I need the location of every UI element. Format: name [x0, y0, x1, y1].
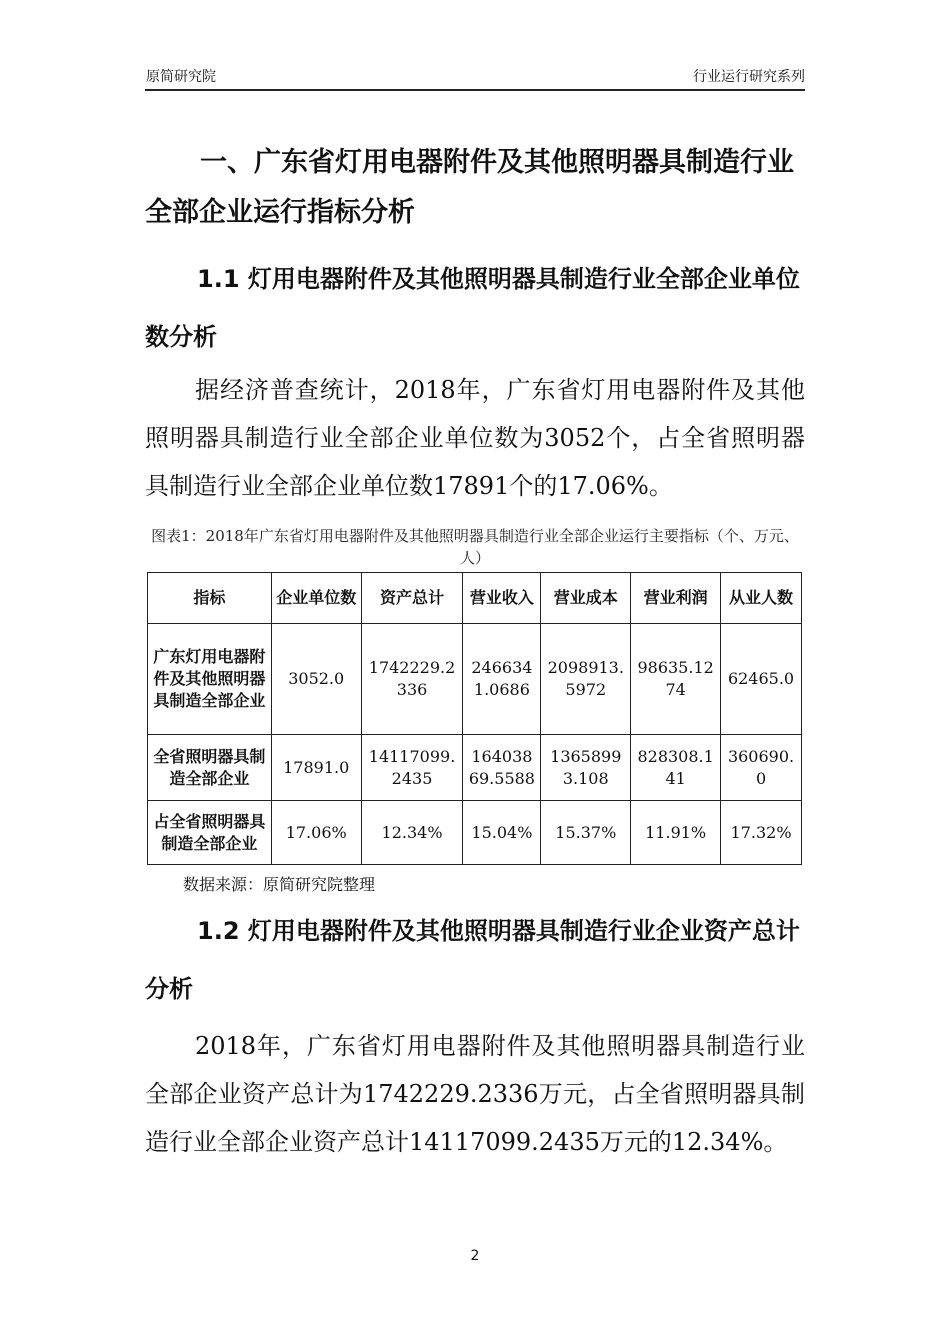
table-cell: 11.91%: [631, 801, 721, 865]
table-header: 指标: [148, 573, 272, 624]
table-cell: 13658993.108: [541, 735, 631, 801]
table-cell: 2466341.0686: [463, 624, 541, 735]
table-row: [148, 801, 802, 865]
table-row: [148, 735, 802, 801]
table-cell: 828308.141: [631, 735, 721, 801]
section-title: 一、广东省灯用电器附件及其他照明器具制造行业全部企业运行指标分析: [145, 147, 794, 228]
table-cell: 62465.0: [721, 624, 802, 735]
table-cell: 1742229.2336: [361, 624, 463, 735]
table-cell: 15.04%: [463, 801, 541, 865]
table-cell: 14117099.2435: [361, 735, 463, 801]
table-header: 从业人数: [721, 573, 802, 624]
table-source: 数据来源：原简研究院整理: [183, 875, 376, 894]
table-cell: 2098913.5972: [541, 624, 631, 735]
table-cell: 17891.0: [271, 735, 361, 801]
table-cell: 17.06%: [271, 801, 361, 865]
header-right: 行业运行研究系列: [693, 69, 805, 85]
page-number: 2: [470, 1248, 480, 1264]
header-left: 原简研究院: [146, 69, 216, 85]
row-label: 广东灯用电器附件及其他照明器具制造全部企业: [148, 624, 272, 735]
row-label: 占全省照明器具制造全部企业: [148, 801, 272, 865]
table-cell: 12.34%: [361, 801, 463, 865]
table-cell: 360690.0: [721, 735, 802, 801]
table-header-row: [148, 573, 802, 624]
table-row: [148, 624, 802, 735]
indicator-table: [147, 572, 802, 865]
table-cell: 98635.1274: [631, 624, 721, 735]
table-cell: 15.37%: [541, 801, 631, 865]
table-header: 资产总计: [361, 573, 463, 624]
table-cell: 16403869.5588: [463, 735, 541, 801]
table-header: 营业成本: [541, 573, 631, 624]
subsection-title-1: 1.1 灯用电器附件及其他照明器具制造行业全部企业单位数分析: [145, 265, 800, 351]
header-divider: [145, 89, 805, 91]
table-header: 营业收入: [463, 573, 541, 624]
row-label: 全省照明器具制造全部企业: [148, 735, 272, 801]
table-header: 企业单位数: [271, 573, 361, 624]
paragraph-1: 据经济普查统计，2018年，广东省灯用电器附件及其他照明器具制造行业全部企业单位数为3052个，占全省照明器具制造行业全部企业单位数17891个的17.06%。: [145, 376, 805, 500]
table-caption: 图表1：2018年广东省灯用电器附件及其他照明器具制造行业全部企业运行主要指标（个、万元、人）: [151, 527, 799, 567]
subsection-title-2: 1.2 灯用电器附件及其他照明器具制造行业企业资产总计分析: [145, 917, 800, 1003]
paragraph-2: 2018年，广东省灯用电器附件及其他照明器具制造行业全部企业资产总计为1742229.2336万元，占全省照明器具制造行业全部企业资产总计14117099.2435万元的12.34%。: [145, 1032, 805, 1156]
table-cell: 3052.0: [271, 624, 361, 735]
table-header: 营业利润: [631, 573, 721, 624]
table-cell: 17.32%: [721, 801, 802, 865]
